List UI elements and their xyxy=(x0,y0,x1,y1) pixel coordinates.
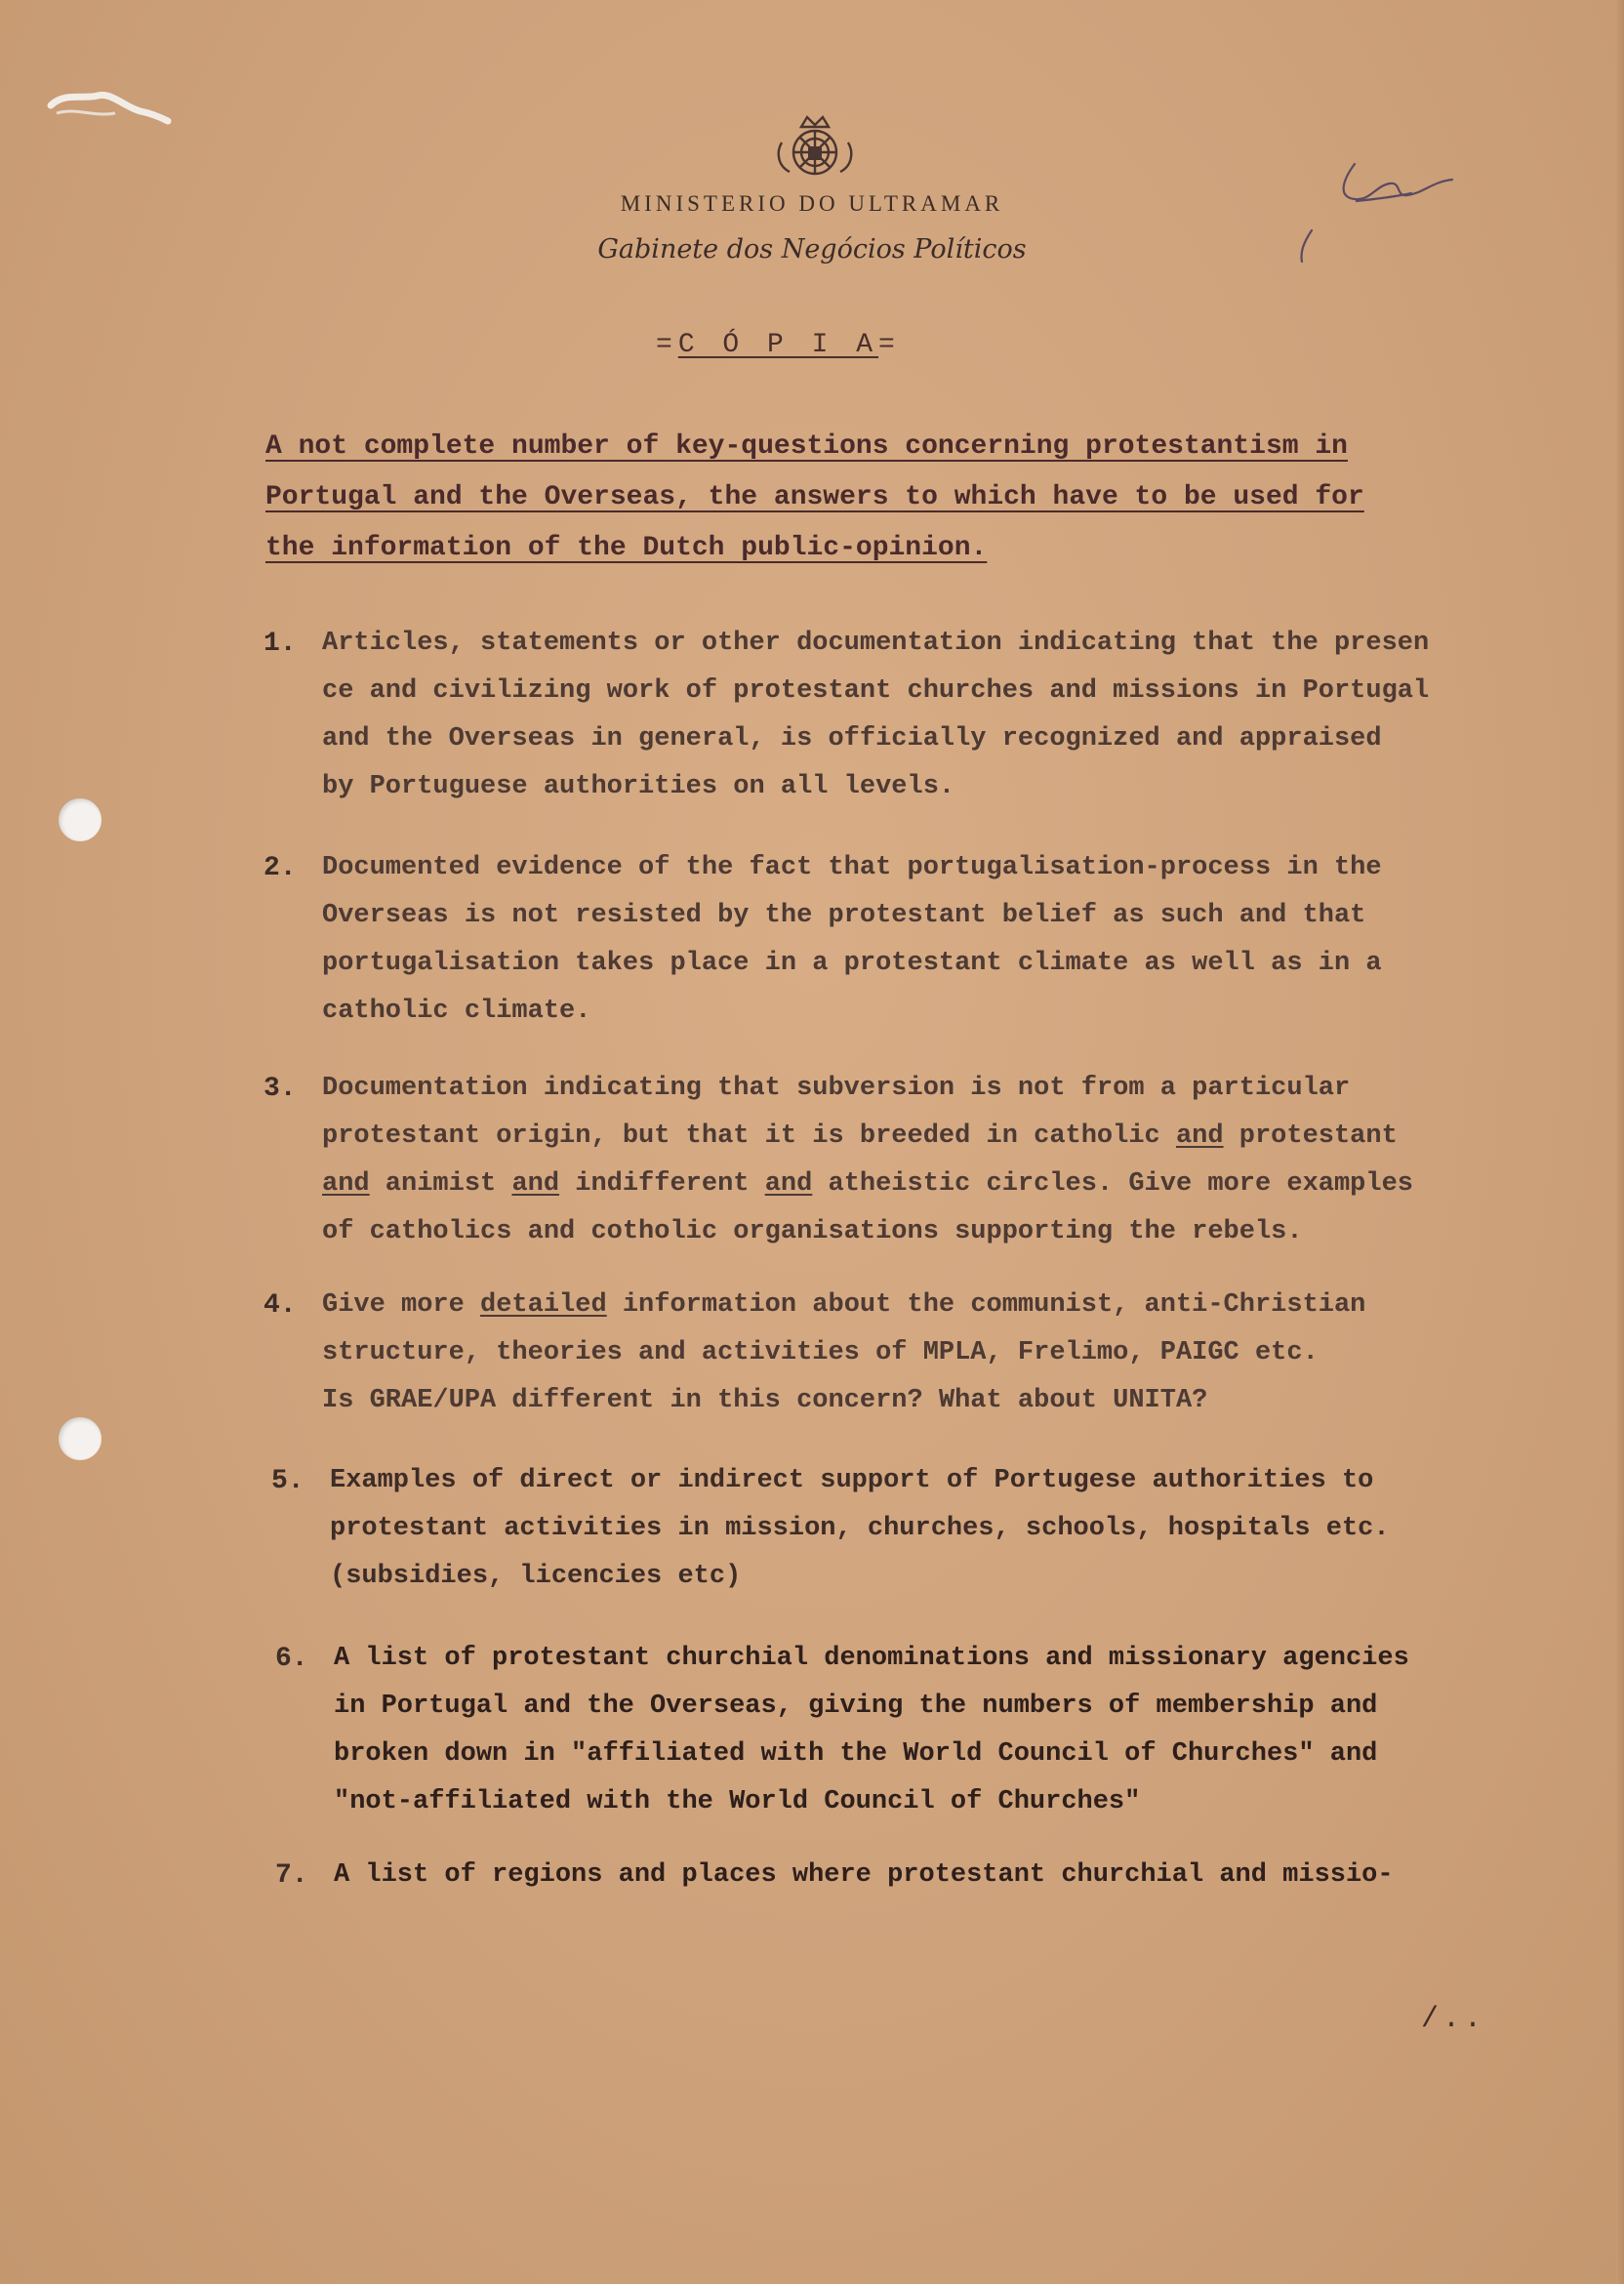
question-item-5 xyxy=(271,1466,1579,1610)
item-line: portugalisation takes place in a protestant climate as well as in a xyxy=(322,949,1382,978)
item-line: Give more detailed information about the communist, anti-Christian xyxy=(322,1290,1366,1320)
copy-title-letters: C Ó P I A xyxy=(677,330,879,360)
item-line: structure, theories and activities of MPLA, Frelimo, PAIGC etc. xyxy=(322,1338,1319,1367)
question-item-1 xyxy=(264,629,1571,820)
item-line: A list of regions and places where protestant churchial and missio- xyxy=(334,1860,1394,1890)
item-line: in Portugal and the Overseas, giving the numbers of membership and xyxy=(334,1692,1378,1721)
copy-title-left-mark: = xyxy=(656,330,678,360)
question-item-4 xyxy=(264,1290,1571,1434)
item-line: and the Overseas in general, is officially recognized and appraised xyxy=(322,724,1382,754)
item-line: Is GRAE/UPA different in this concern? What about UNITA? xyxy=(322,1386,1208,1415)
item-line: Articles, statements or other documentation indicating that the presen xyxy=(322,629,1430,658)
item-line: Overseas is not resisted by the protestant belief as such and that xyxy=(322,901,1366,930)
page-continuation-mark: /.. xyxy=(1421,2003,1486,2036)
heading-line: the information of the Dutch public-opinion. xyxy=(265,533,988,563)
ministry-name: MINISTERIO DO ULTRAMAR xyxy=(620,191,1004,216)
item-line: (subsidies, licencies etc) xyxy=(330,1562,742,1591)
department-name: Gabinete dos Negócios Políticos xyxy=(597,234,1027,265)
item-line: "not-affiliated with the World Council of Churches" xyxy=(334,1787,1141,1816)
torn-corner-mark xyxy=(47,78,174,137)
question-item-2 xyxy=(264,853,1571,1044)
item-number: 5. xyxy=(271,1466,304,1496)
item-line: protestant activities in mission, churches, schools, hospitals etc. xyxy=(330,1514,1390,1543)
item-number: 7. xyxy=(275,1860,308,1891)
item-line: catholic climate. xyxy=(322,997,591,1026)
document-heading xyxy=(265,431,1495,584)
item-line: ce and civilizing work of protestant churches and missions in Portugal xyxy=(322,676,1430,706)
heading-line: Portugal and the Overseas, the answers to which have to be used for xyxy=(265,482,1364,512)
item-number: 4. xyxy=(264,1290,297,1321)
copy-title xyxy=(656,330,901,360)
item-line: protestant origin, but that it is breeded in catholic and protestant xyxy=(322,1122,1398,1151)
question-item-6 xyxy=(275,1644,1583,1835)
item-number: 2. xyxy=(264,853,297,883)
copy-title-right-mark: = xyxy=(878,330,901,360)
page-edge xyxy=(1616,0,1624,2284)
item-line: Documented evidence of the fact that portugalisation-process in the xyxy=(322,853,1382,882)
item-line: and animist and indifferent and atheistic circles. Give more examples xyxy=(322,1169,1413,1199)
heading-line: A not complete number of key-questions concerning protestantism in xyxy=(265,431,1348,462)
handwritten-signature xyxy=(1286,156,1482,273)
item-line: broken down in "affiliated with the World Council of Churches" and xyxy=(334,1739,1378,1769)
item-number: 1. xyxy=(264,629,297,659)
item-line: Examples of direct or indirect support of Portugese authorities to xyxy=(330,1466,1374,1495)
question-item-7 xyxy=(275,1860,1583,1908)
question-item-3 xyxy=(264,1074,1571,1265)
item-number: 3. xyxy=(264,1074,297,1104)
item-number: 6. xyxy=(275,1644,308,1674)
punch-hole-bottom xyxy=(59,1417,102,1460)
item-line: by Portuguese authorities on all levels. xyxy=(322,772,955,801)
coat-of-arms-icon xyxy=(768,113,862,184)
item-line: A list of protestant churchial denominations and missionary agencies xyxy=(334,1644,1409,1673)
item-line: of catholics and cotholic organisations supporting the rebels. xyxy=(322,1217,1303,1246)
punch-hole-top xyxy=(59,798,102,841)
item-line: Documentation indicating that subversion is not from a particular xyxy=(322,1074,1351,1103)
